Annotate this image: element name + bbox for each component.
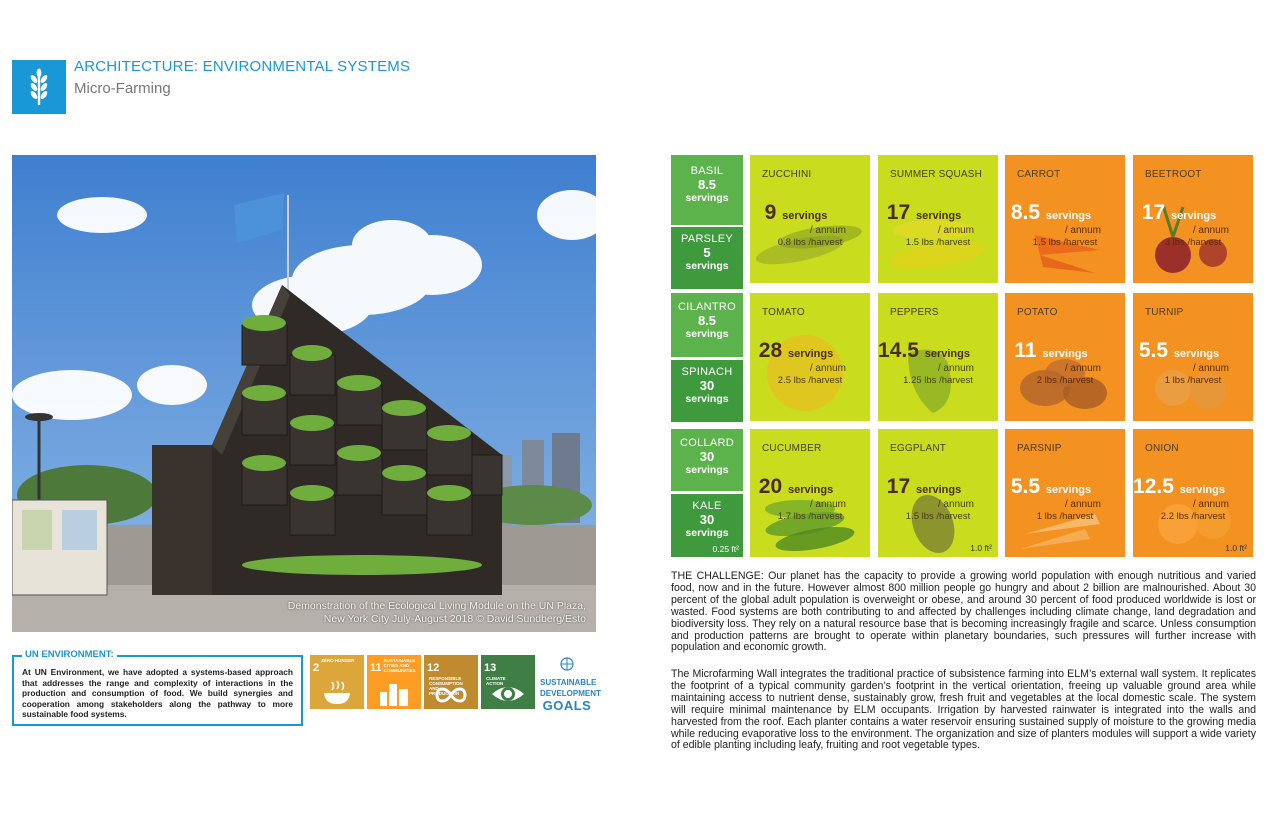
veg-number: 11: [1014, 339, 1037, 362]
veg-name: TOMATO: [762, 307, 805, 318]
un-environment-text: At UN Environment, we have adopted a systems-based approach that addresses the range and complexity of interactions in the production and consumption of food. We build synergies and cooperation among stakeholders along the pathway to more sustainable food systems.: [22, 667, 293, 720]
herb-value: 8.5: [697, 313, 717, 328]
sdg-number: 13: [484, 662, 497, 674]
challenge-paragraph: THE CHALLENGE: Our planet has the capacity to provide a growing world population with enough nutritious and varied food, now and in the future. However almost 800 million people go hungry and about 2 billion are malnourished. About 30 percent of the global adult population is overweight or obese, and around 30 percent of food produced worldwide is lost or wasted. Food systems are both contributing to and affected by challenges including climate change, land degradation and biodiversity loss. They rely on a natural resource base that is becoming increasingly fragile and scarce. Unless consumption and production patterns are brought to operate within planetary boundaries, such pressures will further increase with population and economic growth.: [671, 570, 1256, 654]
area-label: 1.0 ft²: [1225, 543, 1247, 553]
sdg-goals-line: DEVELOPMENT: [540, 689, 601, 698]
sdg-number: 2: [313, 662, 320, 674]
caption-line: Demonstration of the Ecological Living Module on the UN Plaza,: [287, 600, 586, 612]
sdg-label: RESPONSIBLE CONSUMPTION AND PRODUCTION: [429, 676, 463, 696]
veg-unit: servings: [1173, 348, 1220, 360]
veg-harvest: 1 lbs /harvest: [1036, 511, 1094, 522]
veg-servings: [1005, 339, 1125, 363]
veg-servings: [750, 475, 870, 499]
veg-name: POTATO: [1017, 307, 1058, 318]
sdg-label: SUSTAINABLE CITIES AND COMMUNITIES: [383, 658, 416, 673]
herb-name: BASIL: [690, 165, 724, 177]
veg-unit: servings: [915, 484, 962, 496]
herb-tile-parsley: [671, 227, 743, 289]
veg-annum: / annum: [1064, 225, 1101, 236]
veg-tile-summer-squash: [878, 155, 998, 283]
veg-name: PARSNIP: [1017, 443, 1062, 454]
veg-harvest: 2.2 lbs /harvest: [1160, 511, 1226, 522]
veg-servings: [1005, 201, 1125, 225]
veg-tile-turnip: [1133, 293, 1253, 421]
veg-tile-potato: [1005, 293, 1125, 421]
logo-box: [12, 60, 66, 114]
veg-number: 8.5: [1010, 201, 1041, 224]
veg-harvest: 1 lbs /harvest: [1164, 375, 1222, 386]
veg-unit: servings: [1045, 210, 1092, 222]
veg-unit: servings: [924, 348, 970, 360]
herb-name: CILANTRO: [677, 301, 737, 313]
herb-tile-basil: [671, 155, 743, 225]
veg-annum: / annum: [937, 499, 974, 510]
sdg-goals-line: SUSTAINABLE: [540, 678, 597, 687]
veg-servings: [750, 201, 870, 225]
veg-harvest: 1.25 lbs /harvest: [903, 375, 973, 386]
veg-tile-beetroot: [1133, 155, 1253, 283]
herb-unit: servings: [685, 328, 729, 340]
veg-tile-parsnip: [1005, 429, 1125, 557]
veg-harvest: 0.8 lbs /harvest: [777, 237, 843, 248]
veg-harvest: 1.5 lbs /harvest: [905, 237, 971, 248]
veg-name: SUMMER SQUASH: [890, 169, 983, 180]
veg-name: TURNIP: [1145, 307, 1184, 318]
wheat-icon: [22, 67, 56, 107]
herb-unit: servings: [685, 260, 729, 272]
veg-unit: servings: [915, 210, 962, 222]
sdg-tile-climate-action: [481, 655, 535, 709]
veg-number: 5.5: [1010, 475, 1041, 498]
veg-unit: servings: [782, 210, 828, 222]
sdg-number: 12: [427, 662, 440, 674]
veg-name: ONION: [1145, 443, 1179, 454]
infinity-icon: [424, 684, 478, 706]
veg-name: CARROT: [1017, 169, 1061, 180]
herb-name: COLLARD: [679, 437, 735, 449]
un-environment-title: UN ENVIRONMENT:: [22, 649, 117, 660]
herb-value: 30: [699, 378, 715, 393]
veg-servings: [1005, 475, 1125, 499]
caption-line: New York City July-August 2018 © David Sundberg/Esto: [323, 613, 586, 625]
sdg-label: ZERO HUNGER: [321, 658, 355, 663]
veg-annum: / annum: [1192, 499, 1229, 510]
veg-name: EGGPLANT: [890, 443, 947, 454]
herb-unit: servings: [685, 393, 729, 405]
sdg-tile-responsible-consumption: [424, 655, 478, 709]
veg-tile-carrot: [1005, 155, 1125, 283]
veg-annum: / annum: [809, 225, 846, 236]
herb-value: 30: [699, 449, 715, 464]
page-title: ARCHITECTURE: ENVIRONMENTAL SYSTEMS: [74, 58, 411, 75]
eye-globe-icon: [481, 682, 535, 706]
veg-harvest: 1.7 lbs /harvest: [777, 511, 843, 522]
veg-unit: servings: [787, 348, 834, 360]
area-label: 0.25 ft²: [712, 544, 739, 554]
veg-servings: [878, 339, 998, 363]
veg-name: ZUCCHINI: [762, 169, 812, 180]
herb-tile-kale: [671, 494, 743, 557]
page-subtitle: Micro-Farming: [74, 80, 171, 97]
veg-number: 17: [886, 201, 911, 224]
sdg-goals-line: GOALS: [542, 698, 592, 713]
veg-annum: / annum: [1192, 363, 1229, 374]
un-emblem-icon: [560, 657, 574, 671]
veg-annum: / annum: [1064, 499, 1101, 510]
veg-number: 17: [1141, 201, 1166, 224]
bowl-icon: [310, 680, 364, 706]
veg-tile-zucchini: [750, 155, 870, 283]
microfarming-paragraph: The Microfarming Wall integrates the traditional practice of subsistence farming into ELM’s external wall system. It replicates the footprint of a typical community garden’s footprint in the vertical orientation, freeing up valuable ground area while maintaining access to nutrient dense, sustainably grow, fresh fruit and vegetables at the local domestic scale. The system will require minimal maintenance by ELM occupants. Irrigation by harvested rainwater is integrated into the walls and harvested from the roof. Each planter contains a water reservoir ensuring sustained supply of moisture to the growing media while reducing evaporative loss to the environment. The organization and size of planters modules will support a wide variety of edible planting including leafy, fruiting and root vegetable types.: [671, 668, 1256, 752]
sdg-tile-sustainable-cities: [367, 655, 421, 709]
veg-servings: [1133, 339, 1253, 363]
veg-name: BEETROOT: [1145, 169, 1202, 180]
veg-harvest: 1.5 lbs /harvest: [905, 511, 971, 522]
veg-tile-cucumber: [750, 429, 870, 557]
veg-unit: servings: [1170, 210, 1217, 222]
veg-unit: servings: [1042, 348, 1088, 360]
veg-tile-eggplant: [878, 429, 998, 557]
veg-annum: / annum: [809, 499, 846, 510]
elm-photo: [12, 155, 596, 632]
veg-annum: / annum: [937, 225, 974, 236]
veg-annum: / annum: [1064, 363, 1101, 374]
veg-tile-tomato: [750, 293, 870, 421]
veg-number: 17: [886, 475, 911, 498]
veg-harvest: 1.5 lbs /harvest: [1032, 237, 1098, 248]
veg-servings: [1133, 201, 1253, 225]
veg-unit: servings: [787, 484, 834, 496]
herb-tile-spinach: [671, 360, 743, 422]
veg-unit: servings: [1045, 484, 1092, 496]
veg-number: 12.5: [1133, 475, 1174, 498]
sdg-number: 11: [370, 662, 382, 674]
veg-harvest: 3 lbs /harvest: [1164, 237, 1222, 248]
veg-number: 14.5: [878, 339, 919, 362]
herb-tile-collard: [671, 429, 743, 491]
sdg-label: CLIMATE ACTION: [486, 676, 506, 686]
veg-annum: / annum: [937, 363, 974, 374]
un-environment-box: [12, 649, 303, 726]
herb-value: 8.5: [697, 177, 717, 192]
veg-tile-peppers: [878, 293, 998, 421]
herb-tile-cilantro: [671, 293, 743, 357]
herb-name: PARSLEY: [680, 233, 734, 245]
veg-number: 5.5: [1138, 339, 1169, 362]
veg-annum: / annum: [809, 363, 846, 374]
veg-tile-onion: [1133, 429, 1253, 557]
veg-number: 28: [758, 339, 783, 362]
veg-name: CUCUMBER: [762, 443, 822, 454]
veg-harvest: 2.5 lbs /harvest: [777, 375, 843, 386]
herb-unit: servings: [685, 464, 729, 476]
herb-value: 30: [699, 512, 715, 527]
city-icon: [367, 680, 421, 706]
veg-servings: [878, 475, 998, 499]
veg-annum: / annum: [1192, 225, 1229, 236]
sdg-tile-zero-hunger: [310, 655, 364, 709]
veg-servings: [878, 201, 998, 225]
veg-number: 9: [764, 201, 777, 224]
veg-servings: [750, 339, 870, 363]
veg-harvest: 2 lbs /harvest: [1036, 375, 1094, 386]
veg-servings: [1133, 475, 1253, 499]
veg-number: 20: [758, 475, 783, 498]
herb-name: SPINACH: [681, 366, 733, 378]
photo-caption: [288, 600, 586, 626]
herb-unit: servings: [685, 192, 729, 204]
area-label: 1.0 ft²: [970, 543, 992, 553]
veg-name: PEPPERS: [890, 307, 939, 318]
herb-name: KALE: [692, 500, 722, 512]
herb-unit: servings: [685, 527, 729, 539]
veg-unit: servings: [1179, 484, 1225, 496]
herb-value: 5: [703, 245, 711, 260]
sdg-goals-logo: [540, 655, 601, 713]
